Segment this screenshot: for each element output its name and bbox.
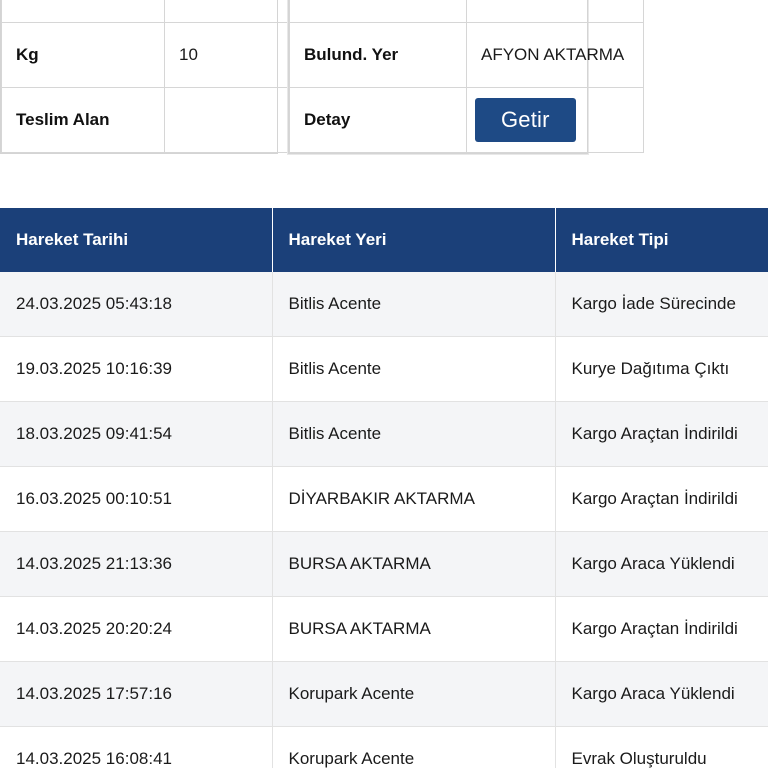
table-row bbox=[290, 0, 644, 23]
shipment-info-right-table bbox=[289, 0, 644, 153]
movement-date: 16.03.2025 00:10:51 bbox=[0, 467, 272, 532]
desi-label bbox=[2, 0, 165, 23]
table-row bbox=[2, 23, 334, 88]
column-header-hareket-tarihi[interactable]: Hareket Tarihi bbox=[0, 208, 272, 272]
movement-date: 14.03.2025 17:57:16 bbox=[0, 662, 272, 727]
movement-place: Bitlis Acente bbox=[272, 337, 555, 402]
movement-type: Kargo İade Sürecinde bbox=[555, 272, 768, 337]
shipment-info-area bbox=[0, 0, 768, 180]
table-row bbox=[2, 88, 334, 153]
table-row bbox=[0, 467, 768, 532]
movements-table bbox=[0, 208, 768, 768]
movement-date: 18.03.2025 09:41:54 bbox=[0, 402, 272, 467]
bulundugu-yer-label: Bulund. Yer bbox=[290, 23, 467, 88]
table-row bbox=[290, 88, 644, 153]
table-row bbox=[0, 532, 768, 597]
movement-type: Kargo Araca Yüklendi bbox=[555, 662, 768, 727]
movement-date: 19.03.2025 10:16:39 bbox=[0, 337, 272, 402]
bulundugu-yer-value: AFYON AKTARMA bbox=[467, 23, 644, 88]
movement-place: Korupark Acente bbox=[272, 727, 555, 768]
movements-table-head bbox=[0, 208, 768, 272]
detay-value-cell bbox=[467, 88, 644, 153]
table-row bbox=[2, 0, 334, 23]
column-header-hareket-yeri[interactable]: Hareket Yeri bbox=[272, 208, 555, 272]
movement-type: Kargo Araçtan İndirildi bbox=[555, 402, 768, 467]
movement-type: Kargo Araca Yüklendi bbox=[555, 532, 768, 597]
table-row bbox=[0, 597, 768, 662]
movement-place: BURSA AKTARMA bbox=[272, 597, 555, 662]
movement-place: Bitlis Acente bbox=[272, 272, 555, 337]
shipment-info-right-panel bbox=[288, 0, 625, 154]
movement-type: Evrak Oluşturuldu bbox=[555, 727, 768, 768]
movements-table-body bbox=[0, 272, 768, 768]
movement-date: 14.03.2025 20:20:24 bbox=[0, 597, 272, 662]
movements-header-row bbox=[0, 208, 768, 272]
movement-date: 14.03.2025 21:13:36 bbox=[0, 532, 272, 597]
column-header-hareket-tipi[interactable]: Hareket Tipi bbox=[555, 208, 768, 272]
table-row bbox=[0, 402, 768, 467]
movement-date: 14.03.2025 16:08:41 bbox=[0, 727, 272, 768]
movement-place: Bitlis Acente bbox=[272, 402, 555, 467]
empty-label bbox=[290, 0, 467, 23]
movement-place: Korupark Acente bbox=[272, 662, 555, 727]
teslim-alan-label: Teslim Alan bbox=[2, 88, 165, 153]
shipment-info-left-table bbox=[1, 0, 334, 153]
movement-type: Kargo Araçtan İndirildi bbox=[555, 597, 768, 662]
movement-date: 24.03.2025 05:43:18 bbox=[0, 272, 272, 337]
table-row bbox=[0, 727, 768, 768]
table-row bbox=[0, 272, 768, 337]
movement-type: Kargo Araçtan İndirildi bbox=[555, 467, 768, 532]
movement-place: BURSA AKTARMA bbox=[272, 532, 555, 597]
movement-type: Kurye Dağıtıma Çıktı bbox=[555, 337, 768, 402]
table-row bbox=[0, 662, 768, 727]
table-row bbox=[0, 337, 768, 402]
kg-value: 10 bbox=[165, 23, 334, 88]
shipment-info-left-panel bbox=[0, 0, 278, 154]
movement-place: DİYARBAKIR AKTARMA bbox=[272, 467, 555, 532]
movements-table-wrapper bbox=[0, 208, 768, 768]
kg-label: Kg bbox=[2, 23, 165, 88]
empty-value bbox=[467, 0, 644, 23]
getir-button[interactable]: Getir bbox=[475, 98, 576, 142]
table-row bbox=[290, 23, 644, 88]
detay-label: Detay bbox=[290, 88, 467, 153]
